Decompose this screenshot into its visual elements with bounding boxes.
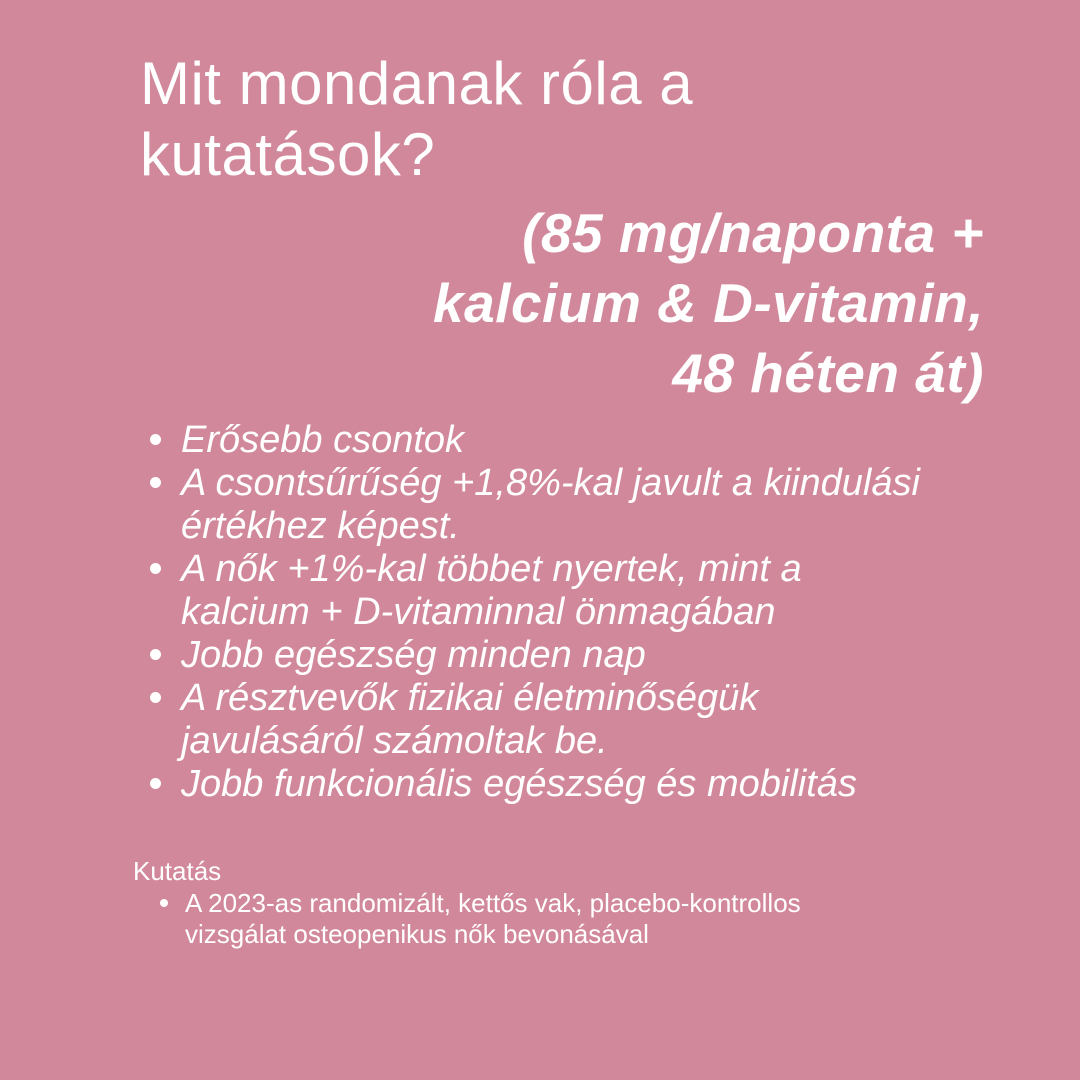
list-item	[148, 462, 938, 548]
dosage-subtitle-line: kalcium & D-vitamin,	[433, 272, 984, 334]
dosage-subtitle-line: (85 mg/naponta +	[522, 202, 984, 264]
list-item-text: A nők +1%-kal többet nyertek, mint a kalcium + D-vitaminnal önmagában	[181, 548, 802, 633]
list-item	[148, 677, 938, 763]
research-label: Kutatás	[133, 856, 222, 886]
list-item-text: A csontsűrűség +1,8%-kal javult a kiindulási értékhez képest.	[181, 462, 920, 547]
list-item-text: A résztvevők fizikai életminőségük javulásáról számoltak be.	[181, 677, 759, 762]
research-section	[133, 856, 913, 950]
list-item	[148, 548, 938, 634]
dosage-subtitle-line: 48 héten át)	[672, 342, 984, 404]
page-title: Mit mondanak róla a kutatások?	[140, 50, 694, 188]
findings-list	[148, 419, 938, 806]
research-list	[133, 888, 900, 950]
dosage-subtitle	[433, 198, 984, 408]
list-item	[148, 634, 938, 677]
list-item-text: A 2023-as randomizált, kettős vak, placebo-kontrollos vizsgálat osteopenikus nők bevonásával	[185, 888, 801, 949]
list-item-text: Jobb egészség minden nap	[181, 634, 646, 676]
list-item-text: Erősebb csontok	[181, 419, 465, 461]
list-item	[148, 763, 938, 806]
list-item	[148, 419, 938, 462]
list-item	[160, 888, 900, 950]
list-item-text: Jobb funkcionális egészség és mobilitás	[181, 763, 857, 805]
